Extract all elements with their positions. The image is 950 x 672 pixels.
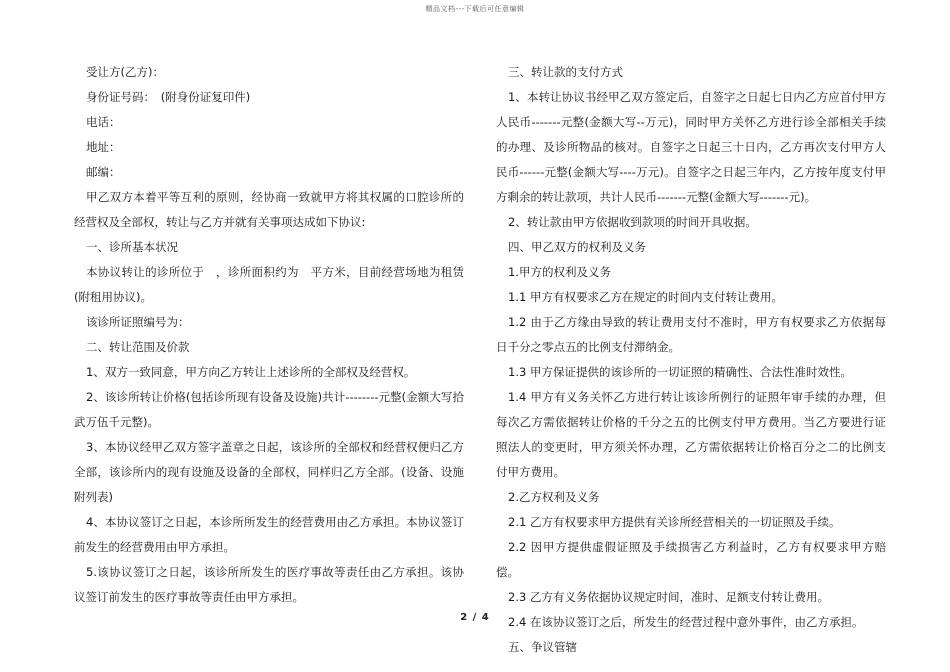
clause-3-1: 1、本转让协议书经甲乙双方签定后，自签字之日起七日内乙方应首付甲方人民币-------元整(金额大写--万元)，同时甲方关怀乙方进行诊全部相关手续的办理、及诊所物品的核对。自签字之日起三十日内，乙方再次支付甲方人民币------元整(金额大写----万元)。自签字之日起三年内，乙方按年度支付甲方剩余的转让款项，共计人民币-------元整(金额大写-------元)。 bbox=[496, 90, 886, 204]
clause-2-4: 4、本协议签订之日起，本诊所所发生的经营费用由乙方承担。本协议签订前发生的经营费用由甲方承担。 bbox=[74, 515, 464, 554]
address-line: 地址： bbox=[86, 140, 121, 154]
license-number-line: 该诊所证照编号为： bbox=[86, 315, 190, 329]
page-number: 2 / 4 bbox=[460, 612, 490, 623]
subheading-party-b: 2.乙方权利及义务 bbox=[508, 490, 600, 504]
clause-2-5: 5.该协议签订之日起，该诊所所发生的医疗事故等责任由乙方承担。该协议签订前发生的医疗事故等责任由甲方承担。 bbox=[74, 565, 464, 604]
clause-1-3: 1.3 甲方保证提供的该诊所的一切证照的精确性、合法性准时效性。 bbox=[508, 365, 852, 379]
section-heading-3: 三、转让款的支付方式 bbox=[508, 65, 623, 79]
section-heading-4: 四、甲乙双方的权利及义务 bbox=[508, 240, 646, 254]
recipient-party-line: 受让方(乙方)： bbox=[86, 65, 164, 79]
clause-b-2-2: 2.2 因甲方提供虚假证照及手续损害乙方利益时，乙方有权要求甲方赔偿。 bbox=[496, 540, 886, 579]
clause-b-2-4: 2.4 在该协议签订之后，所发生的经营过程中意外事件，由乙方承担。 bbox=[508, 615, 864, 629]
section-heading-5: 五、争议管辖 bbox=[508, 640, 577, 654]
right-column bbox=[496, 60, 886, 660]
phone-line: 电话： bbox=[86, 115, 121, 129]
left-column bbox=[74, 60, 464, 610]
clause-3-2: 2、转让款由甲方依据收到款项的时间开具收据。 bbox=[508, 215, 757, 229]
clause-2-2: 2、该诊所转让价格(包括诊所现有设备及设施)共计--------元整(金额大写拾武万伍千元整)。 bbox=[74, 390, 464, 429]
section-heading-2: 二、转让范围及价款 bbox=[86, 340, 190, 354]
clause-b-2-3: 2.3 乙方有义务依据协议规定时间，准时、足额支付转让费用。 bbox=[508, 590, 829, 604]
page-header: 精品文档---下载后可任意编辑 bbox=[425, 5, 525, 13]
subheading-party-a: 1.甲方的权利及义务 bbox=[508, 265, 611, 279]
preamble-paragraph: 甲乙双方本着平等互利的原则，经协商一致就甲方将其权属的口腔诊所的经营权及全部权，转让与乙方并就有关事项达成如下协议: bbox=[74, 190, 464, 229]
clause-1-4: 1.4 甲方有义务关怀乙方进行转让该诊所例行的证照年审手续的办理，但每次乙方需依据转让价格的千分之五的比例支付甲方费用。当乙方要进行证照法人的变更时，甲方须关怀办理，乙方需依据转让价格百分之二的比例支付甲方费用。 bbox=[496, 390, 886, 479]
clause-1-2: 1.2 由于乙方缘由导致的转让费用支付不准时，甲方有权要求乙方依据每日千分之零点五的比例支付滞纳金。 bbox=[496, 315, 886, 354]
id-number-line: 身份证号码： (附身份证复印件) bbox=[86, 90, 251, 104]
clause-2-1: 1、双方一致同意，甲方向乙方转让上述诊所的全部权及经营权。 bbox=[86, 365, 416, 379]
clinic-location-paragraph: 本协议转让的诊所位于 ，诊所面积约为 平方米，目前经营场地为租赁(附租用协议)。 bbox=[74, 265, 464, 304]
postcode-line: 邮编： bbox=[86, 165, 121, 179]
clause-2-3: 3、本协议经甲乙双方签字盖章之日起，该诊所的全部权和经营权便归乙方全部，该诊所内的现有设施及设备的全部权，同样归乙方全部。(设备、设施附列表) bbox=[74, 440, 464, 504]
clause-1-1: 1.1 甲方有权要求乙方在规定的时间内支付转让费用。 bbox=[508, 290, 783, 304]
section-heading-1: 一、诊所基本状况 bbox=[86, 240, 178, 254]
clause-b-2-1: 2.1 乙方有权要求甲方提供有关诊所经营相关的一切证照及手续。 bbox=[508, 515, 841, 529]
